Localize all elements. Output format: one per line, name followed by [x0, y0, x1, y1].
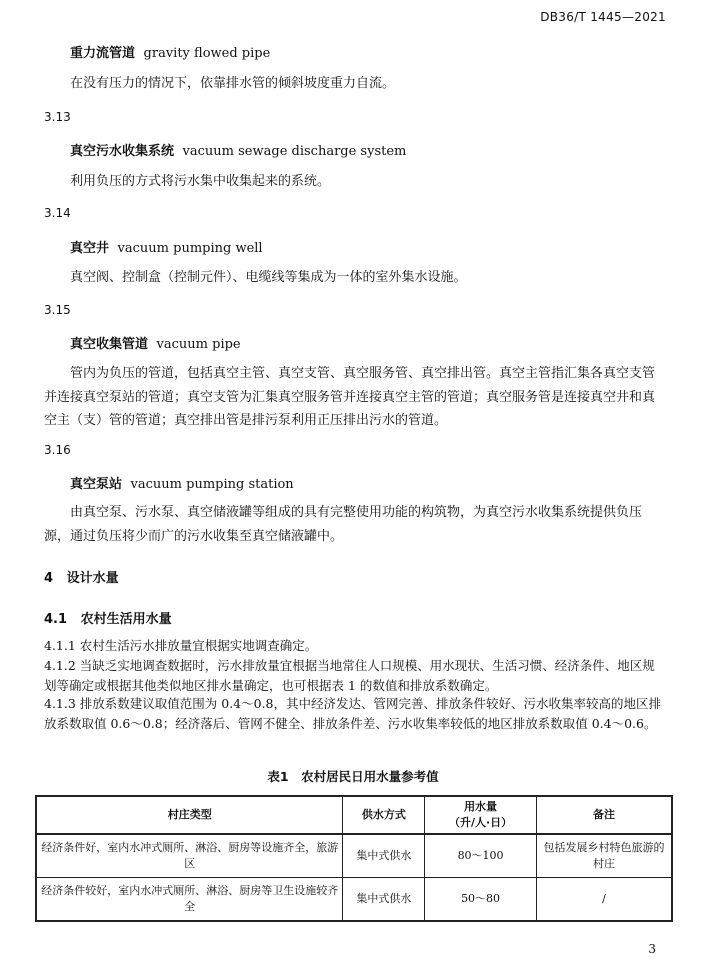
term-vacuum-station	[70, 473, 294, 492]
term-cn: 真空井	[70, 241, 110, 256]
header-village-type: 村庄类型	[36, 796, 343, 834]
header-water-use-label: 用水量	[464, 800, 498, 813]
definition-vacuum-sewage-system: 利用负压的方式将污水集中收集起来的系统。	[70, 174, 331, 189]
clause-4-1-1: 4.1.1 农村生活污水排放量宜根据实地调查确定。	[44, 638, 318, 653]
cell-water-use: 80～100	[425, 834, 537, 878]
cell-water-use: 50～80	[425, 878, 537, 922]
term-gravity-pipe	[70, 42, 270, 61]
section-title: 设计水量	[66, 571, 119, 586]
cell-supply: 集中式供水	[343, 878, 425, 922]
term-en: gravity flowed pipe	[143, 46, 271, 61]
section-number: 4	[44, 571, 54, 586]
term-en: vacuum pipe	[156, 337, 241, 352]
section-heading-4	[44, 567, 119, 586]
term-cn: 真空污水收集系统	[70, 144, 175, 159]
term-cn: 重力流管道	[70, 46, 136, 61]
term-vacuum-pipe	[70, 333, 241, 352]
term-en: vacuum pumping well	[117, 241, 263, 256]
clause-4-1-2: 4.1.2 当缺乏实地调查数据时，污水排放量宜根据当地常住人口规模、用水现状、生活习惯、经济条件、地区规划等确定或根据其他类似地区排水量确定，也可根据表 1 的数值和排放系数确定。	[44, 658, 655, 693]
table-title: 表1 农村居民日用水量参考值	[267, 769, 439, 784]
header-note: 备注	[536, 796, 672, 834]
term-cn: 真空收集管道	[70, 337, 149, 352]
term-en: vacuum sewage discharge system	[182, 144, 407, 159]
table-header-row	[36, 796, 672, 834]
header-water-use	[425, 796, 537, 834]
section-title: 农村生活用水量	[80, 612, 172, 627]
cell-village-type: 经济条件较好，室内水冲式厕所、淋浴、厨房等卫生设施较齐全	[36, 878, 343, 922]
header-water-use-unit: （升/人·日）	[448, 816, 513, 829]
cell-supply: 集中式供水	[343, 834, 425, 878]
definition-gravity-pipe: 在没有压力的情况下，依靠排水管的倾斜坡度重力自流。	[70, 76, 396, 91]
section-heading-4-1	[44, 608, 172, 627]
cell-village-type: 经济条件好，室内水冲式厕所、淋浴、厨房等设施齐全，旅游区	[36, 834, 343, 878]
clause-4-1-3: 4.1.3 排放系数建议取值范围为 0.4～0.8，其中经济发达、管网完善、排放条件较好、污水收集率较高的地区排放系数取值 0.6～0.8；经济落后、管网不健全、排放条件差、污水收集率较低的地区排放系数取值 0.4～0.6。	[44, 696, 662, 731]
document-code: DB36/T 1445—2021	[540, 10, 666, 24]
term-cn: 真空泵站	[70, 477, 123, 492]
term-vacuum-well	[70, 237, 263, 256]
cell-note: /	[536, 878, 672, 922]
table-row	[36, 834, 672, 878]
clause-number-3-13: 3.13	[44, 110, 71, 124]
table-row	[36, 878, 672, 922]
clause-number-3-16: 3.16	[44, 443, 71, 457]
definition-vacuum-pipe: 管内为负压的管道，包括真空主管、真空支管、真空服务管、真空排出管。真空主管指汇集各真空支管并连接真空泵站的管道；真空支管为汇集真空服务管并连接真空主管的管道；真空服务管是连接真空井和真空主（支）管的管道；真空排出管是排污泵利用正压排出污水的管道。	[44, 366, 656, 428]
term-vacuum-sewage-system	[70, 140, 406, 159]
definition-vacuum-well: 真空阀、控制盒（控制元件）、电缆线等集成为一体的室外集水设施。	[70, 270, 467, 285]
clause-number-3-15: 3.15	[44, 303, 71, 317]
term-en: vacuum pumping station	[130, 477, 294, 492]
section-number: 4.1	[44, 612, 68, 627]
definition-vacuum-station: 由真空泵、污水泵、真空储液罐等组成的具有完整使用功能的构筑物，为真空污水收集系统提供负压源，通过负压将少而广的污水收集至真空储液罐中。	[44, 505, 643, 544]
clause-number-3-14: 3.14	[44, 206, 71, 220]
page-number: 3	[648, 942, 656, 956]
water-use-table	[35, 795, 673, 922]
cell-note: 包括发展乡村特色旅游的村庄	[536, 834, 672, 878]
header-supply: 供水方式	[343, 796, 425, 834]
